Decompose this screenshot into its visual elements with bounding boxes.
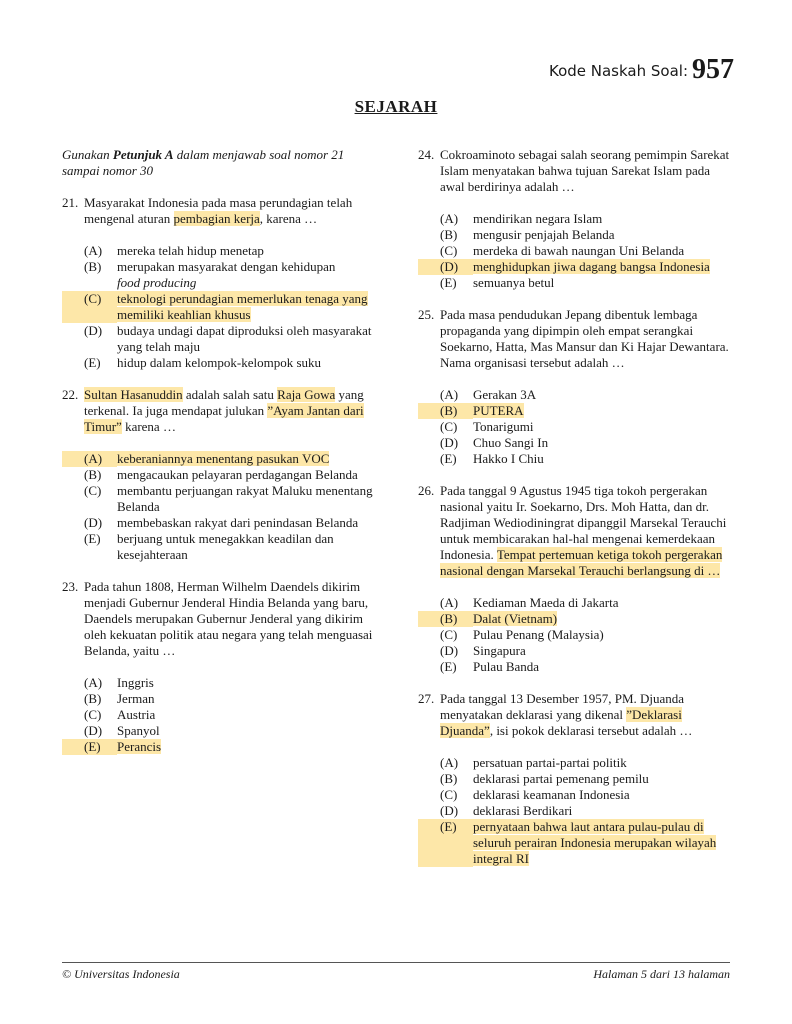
option-text-content: Gerakan 3A [473,387,537,402]
option-text [473,787,730,803]
option-letter: (C) [440,419,458,434]
question-text [84,579,374,659]
option-text [473,259,730,275]
option-letter: (D) [84,723,103,738]
option-label [62,467,117,483]
option-letter: (E) [84,739,101,754]
question-text-segment: Pada tahun 1808, Herman Wilhelm Daendels dikirim menjadi Gubernur Jenderal Hindia Belanda yang baru, Daendels merupakan Gubernur Jenderal yang dikirim oleh kekuatan politik atau negara yang telah menguasai Belanda, yaitu … [84,579,373,658]
option-label [62,243,117,259]
option-text [117,467,374,483]
option-letter: (E) [84,355,101,370]
option-text-content: Austria [117,707,156,722]
option-letter: (E) [440,451,457,466]
answer-option [418,243,730,259]
question-number: 23. [62,579,79,594]
option-text [117,739,374,755]
question-text-segment: , isi pokok deklarasi tersebut adalah … [489,723,693,738]
option-text-content: Singapura [473,643,526,658]
option-text-content: semuanya betul [473,275,555,290]
answer-options [418,595,730,675]
question-text-segment: , karena … [259,211,318,226]
answer-option [418,611,730,627]
answer-option [418,643,730,659]
option-text [117,291,374,323]
question-text [440,483,730,579]
question-stem [418,307,730,371]
option-letter: (B) [440,771,458,786]
option-letter: (C) [440,627,458,642]
option-label [62,723,117,739]
question-text [440,307,730,371]
option-text [117,323,374,355]
answer-option [418,259,730,275]
highlighted-answer: PUTERA [473,403,524,418]
option-label [418,275,473,291]
exam-code [549,52,734,84]
answer-option [62,291,374,323]
question-text-segment: Pada tanggal 13 Desember 1957, PM. Djuanda menyatakan deklarasi yang dikenal [440,691,685,722]
option-text [473,387,730,403]
answer-option [418,627,730,643]
option-label [62,483,117,515]
answer-option [62,323,374,355]
option-label [418,451,473,467]
instruction-prefix: Gunakan [62,147,113,162]
option-text [117,723,374,739]
highlighted-answer: pernyataan bahwa laut antara pulau-pulau di seluruh perairan Indonesia merupakan wilayah integral RI [473,819,717,866]
option-letter: (A) [440,755,459,770]
option-letter: (A) [440,211,459,226]
answer-option [418,403,730,419]
exam-code-label: Kode Naskah Soal: [548,62,688,80]
option-text-content: mendirikan negara Islam [473,211,603,226]
option-text [473,419,730,435]
option-label [418,243,473,259]
question-text-segment: Pada tanggal 9 Agustus 1945 tiga tokoh pergerakan nasional yaitu Ir. Soekarno, Drs. Moh Hatta, dan dr. Radjiman Wediodiningrat dipanggil Marsekal Terauchi untuk membicarakan hal-hal mengenai kemerdekaan Indonesia. [440,483,727,562]
answer-options [418,755,730,867]
option-letter: (B) [440,611,458,626]
option-text-content: Tonarigumi [473,419,534,434]
option-text [473,659,730,675]
answer-option [62,707,374,723]
answer-options [418,211,730,291]
instruction-bold: Petunjuk A [112,147,174,162]
question-stem [62,387,374,435]
option-letter: (D) [440,259,459,274]
footer [62,962,730,982]
highlighted-answer: Perancis [117,739,162,754]
question-stem [418,691,730,739]
option-letter: (B) [84,691,102,706]
option-label [62,707,117,723]
option-text [473,643,730,659]
question [62,195,374,371]
option-text-content: mereka telah hidup menetap [117,243,264,258]
question-number: 27. [418,691,435,706]
option-italic-text: food producing [117,275,197,290]
instruction [62,147,374,179]
option-letter: (C) [84,707,102,722]
option-text [473,611,730,627]
option-letter: (B) [84,259,102,274]
option-text [473,627,730,643]
option-letter: (D) [440,803,459,818]
question-number: 22. [62,387,79,402]
answer-option [62,515,374,531]
option-letter: (D) [440,643,459,658]
answer-option [418,211,730,227]
option-letter: (B) [440,227,458,242]
answer-option [418,787,730,803]
answer-option [418,451,730,467]
option-text-content: Spanyol [117,723,160,738]
question-text [84,387,374,435]
subject-title: SEJARAH [354,97,438,116]
option-label [418,403,473,419]
answer-option [418,803,730,819]
question-text-segment: Pada masa pendudukan Jepang dibentuk lembaga propaganda yang dipimpin oleh empat serangkai Soekarno, Hatta, Mas Mansur dan Ki Hajar Dewantara. Nama organisasi tersebut adalah … [440,307,729,370]
question-text-segment: karena … [121,419,176,434]
option-text [117,675,374,691]
option-text-content: deklarasi Berdikari [473,803,573,818]
option-letter: (D) [84,323,103,338]
question-number: 24. [418,147,435,162]
option-label [62,531,117,563]
option-text-content: merdeka di bawah naungan Uni Belanda [473,243,685,258]
instruction-suffix: dalam menjawab soal nomor 21 sampai nomor 30 [62,147,345,178]
option-letter: (B) [440,403,458,418]
option-text-content: budaya undagi dapat diproduksi oleh masyarakat yang telah maju [117,323,372,354]
option-text-content: Pulau Penang (Malaysia) [473,627,604,642]
option-text-content: hidup dalam kelompok-kelompok suku [117,355,322,370]
answer-option [62,739,374,755]
question [418,691,730,867]
option-text [117,259,374,291]
highlighted-answer: teknologi perundagian memerlukan tenaga yang memiliki keahlian khusus [117,291,368,322]
option-letter: (A) [84,243,103,258]
option-label [418,643,473,659]
option-text-content: berjuang untuk menegakkan keadilan dan kesejahteraan [117,531,334,562]
option-text [473,227,730,243]
question [418,147,730,291]
option-letter: (E) [440,819,457,834]
question-stem [418,483,730,579]
option-text [473,595,730,611]
option-text [117,515,374,531]
question [418,307,730,467]
option-text [473,755,730,771]
answer-option [418,659,730,675]
option-letter: (C) [84,291,102,306]
question-text [84,195,374,227]
option-text [117,691,374,707]
question-text-segment: Cokroaminoto sebagai salah seorang pemimpin Sarekat Islam menyatakan bahwa tujuan Sarekat Islam pada awal berdirinya adalah … [440,147,730,194]
option-label [418,819,473,867]
option-letter: (E) [84,531,101,546]
option-text [473,451,730,467]
answer-option [418,771,730,787]
option-text-content: merupakan masyarakat dengan kehidupan [117,259,336,274]
option-label [62,675,117,691]
option-letter: (D) [440,435,459,450]
option-label [418,387,473,403]
highlighted-text: Sultan Hasanuddin [84,387,183,402]
option-label [418,755,473,771]
answer-option [62,467,374,483]
highlighted-text: Raja Gowa [277,387,336,402]
option-label [62,451,117,467]
highlighted-text: ”Deklarasi Djuanda” [440,707,682,738]
answer-option [62,723,374,739]
option-letter: (C) [440,787,458,802]
option-text-content: Inggris [117,675,154,690]
highlighted-text: pembagian kerja [173,211,260,226]
answer-option [62,483,374,515]
option-label [418,595,473,611]
answer-options [62,675,374,755]
option-letter: (A) [440,595,459,610]
question-number: 26. [418,483,435,498]
option-text [117,355,374,371]
question-text-segment: adalah salah satu [182,387,278,402]
option-label [418,259,473,275]
highlighted-answer: keberaniannya menentang pasukan VOC [117,451,330,466]
highlighted-text: Tempat pertemuan ketiga tokoh pergerakan nasional dengan Marsekal Terauchi berlangsung di … [440,547,723,578]
option-text-content: Pulau Banda [473,659,540,674]
option-letter: (C) [84,483,102,498]
option-text [117,707,374,723]
option-text-content: membantu perjuangan rakyat Maluku menentang Belanda [117,483,373,514]
option-label [418,211,473,227]
question [418,483,730,675]
option-text-content: Kediaman Maeda di Jakarta [473,595,619,610]
answer-option [418,595,730,611]
option-letter: (A) [440,387,459,402]
answer-option [418,435,730,451]
option-label [418,627,473,643]
footer-page-number: Halaman 5 dari 13 halaman [593,967,730,981]
highlighted-answer: Dalat (Vietnam) [473,611,558,626]
answer-option [418,819,730,867]
option-letter: (E) [440,275,457,290]
question [62,387,374,563]
option-label [62,691,117,707]
option-text-content: mengusir penjajah Belanda [473,227,615,242]
answer-option [62,451,374,467]
footer-copyright: © Universitas Indonesia [62,967,180,981]
option-text [473,211,730,227]
option-text-content: deklarasi partai pemenang pemilu [473,771,649,786]
question-number: 25. [418,307,435,322]
exam-code-number: 957 [692,54,734,85]
right-column [418,147,730,883]
answer-option [62,243,374,259]
option-label [418,227,473,243]
highlighted-text: ”Ayam Jantan dari Timur” [84,403,364,434]
question-stem [418,147,730,195]
option-letter: (B) [84,467,102,482]
option-letter: (C) [440,243,458,258]
option-letter: (A) [84,451,103,466]
option-text-content: mengacaukan pelayaran perdagangan Belanda [117,467,358,482]
answer-option [62,355,374,371]
answer-options [62,451,374,563]
answer-options [62,243,374,371]
option-label [418,787,473,803]
answer-option [418,227,730,243]
question-text-segment: yang terkenal. Ia juga mendapat julukan [84,387,364,418]
question-text [440,691,730,739]
option-text [473,819,730,867]
question-stem [62,195,374,227]
option-label [62,739,117,755]
left-column [62,147,374,771]
option-label [418,435,473,451]
option-label [62,323,117,355]
option-letter: (E) [440,659,457,674]
question-text [440,147,730,195]
question-number: 21. [62,195,79,210]
option-text [473,803,730,819]
option-letter: (A) [84,675,103,690]
option-text [117,531,374,563]
option-text [473,435,730,451]
option-text-content: Hakko I Chiu [473,451,544,466]
option-letter: (D) [84,515,103,530]
question-list-left [62,195,374,755]
option-label [62,259,117,291]
option-label [418,611,473,627]
answer-option [62,531,374,563]
answer-option [62,675,374,691]
option-label [62,515,117,531]
option-text-content: membebaskan rakyat dari penindasan Belanda [117,515,359,530]
option-text [117,451,374,467]
option-text [473,275,730,291]
question-list-right [418,147,730,867]
option-text [117,483,374,515]
highlighted-answer: menghidupkan jiwa dagang bangsa Indonesia [473,259,710,274]
answer-option [418,419,730,435]
option-text-content: persatuan partai-partai politik [473,755,627,770]
option-label [418,419,473,435]
answer-option [418,755,730,771]
answer-option [418,387,730,403]
answer-option [418,275,730,291]
option-text [473,243,730,259]
option-label [418,771,473,787]
option-text-content: Jerman [117,691,155,706]
option-label [62,291,117,323]
option-text [473,771,730,787]
option-label [418,803,473,819]
answer-option [62,259,374,291]
option-text [473,403,730,419]
question [62,579,374,755]
question-text-segment: Masyarakat Indonesia pada masa perundagian telah mengenal aturan [84,195,353,226]
option-text-content: deklarasi keamanan Indonesia [473,787,630,802]
option-label [418,659,473,675]
question-stem [62,579,374,659]
answer-options [418,387,730,467]
option-text-content: Chuo Sangi In [473,435,549,450]
answer-option [62,691,374,707]
option-text [117,243,374,259]
option-label [62,355,117,371]
